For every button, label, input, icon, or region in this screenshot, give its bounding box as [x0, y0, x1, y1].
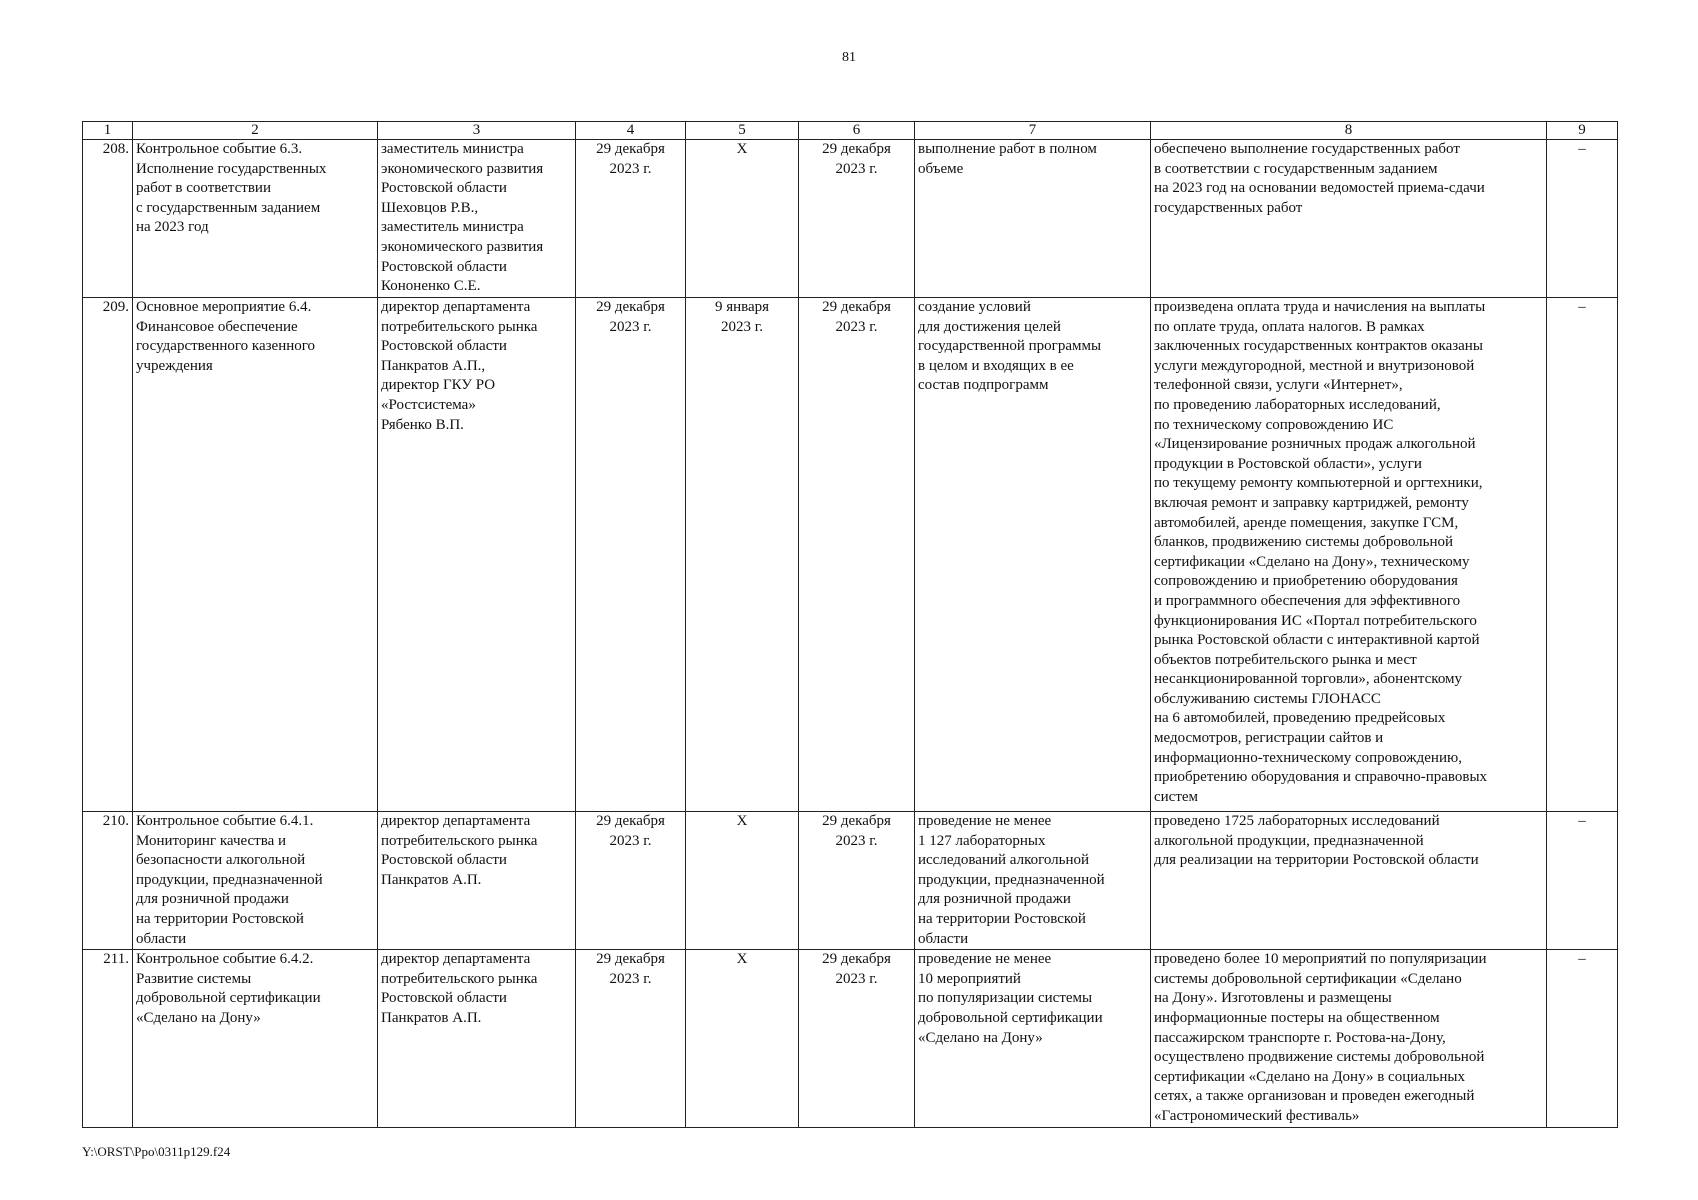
end-date-cell: 29 декабря 2023 г.: [799, 950, 915, 1127]
end-date-cell: 29 декабря 2023 г.: [799, 298, 915, 812]
expected-result-cell: проведение не менее 10 мероприятий по популяризации системы добровольной сертификации «Сделано на Дону»: [915, 950, 1151, 1127]
actual-result-cell: проведено более 10 мероприятий по популяризации системы добровольной сертификации «Сделано на Дону». Изготовлены и размещены информационные постеры на общественном пассажирском транспорте г. Ростова-на-Дону, осуществлено продвижение системы добровольной сертификации «Сделано на Дону» в социальных сетях, а также организован и проведен ежегодный «Гастрономический фестиваль»: [1151, 950, 1547, 1127]
responsible-cell: директор департамента потребительского рынка Ростовской области Панкратов А.П.: [378, 812, 576, 950]
planned-date-cell: 29 декабря 2023 г.: [576, 812, 686, 950]
column-header: 7: [915, 122, 1151, 140]
actual-result-cell: обеспечено выполнение государственных работ в соответствии с государственным заданием на 2023 год на основании ведомостей приема-сдачи государственных работ: [1151, 140, 1547, 298]
page-number: 81: [842, 50, 856, 65]
event-cell: Контрольное событие 6.3. Исполнение государственных работ в соответствии с государственным заданием на 2023 год: [133, 140, 378, 298]
note-cell: –: [1547, 950, 1618, 1127]
expected-result-cell: проведение не менее 1 127 лабораторных исследований алкогольной продукции, предназначенной для розничной продажи на территории Ростовской области: [915, 812, 1151, 950]
table-row: [83, 140, 1618, 298]
actual-result-cell: произведена оплата труда и начисления на выплаты по оплате труда, оплата налогов. В рамках заключенных государственных контрактов оказаны услуги междугородной, местной и внутризоновой телефонной связи, услуги «Интернет», по проведению лабораторных исследований, по техническому сопровождению ИС «Лицензирование розничных продаж алкогольной продукции в Ростовской области», услуги по текущему ремонту компьютерной и оргтехники, включая ремонт и заправку картриджей, ремонту автомобилей, аренде помещения, закупке ГСМ, бланков, продвижению системы добровольной сертификации «Сделано на Дону», техническому сопровождению и приобретению оборудования и программного обеспечения для эффективного функционирования ИС «Портал потребительского рынка Ростовской области с интерактивной картой объектов потребительского рынка и мест несанкционированной торговли», абонентскому обслуживанию системы ГЛОНАСС на 6 автомобилей, проведению предрейсовых медосмотров, регистрации сайтов и информационно-техническому сопровождению, приобретению оборудования и справочно-правовых систем: [1151, 298, 1547, 812]
responsible-cell: директор департамента потребительского рынка Ростовской области Панкратов А.П.: [378, 950, 576, 1127]
end-date-cell: 29 декабря 2023 г.: [799, 140, 915, 298]
footer-file-path: Y:\ORST\Ppo\0311p129.f24: [82, 1144, 231, 1159]
table-row: [83, 812, 1618, 950]
column-header: 6: [799, 122, 915, 140]
end-date-cell: 29 декабря 2023 г.: [799, 812, 915, 950]
table-row: [83, 298, 1618, 812]
responsible-cell: директор департамента потребительского рынка Ростовской области Панкратов А.П., директор ГКУ РО «Ростсистема» Рябенко В.П.: [378, 298, 576, 812]
column-header: 5: [686, 122, 799, 140]
expected-result-cell: выполнение работ в полном объеме: [915, 140, 1151, 298]
responsible-cell: заместитель министра экономического развития Ростовской области Шеховцов Р.В., заместитель министра экономического развития Ростовской области Кононенко С.Е.: [378, 140, 576, 298]
column-header: 1: [83, 122, 133, 140]
column-header: 2: [133, 122, 378, 140]
planned-date-cell: 29 декабря 2023 г.: [576, 950, 686, 1127]
note-cell: –: [1547, 298, 1618, 812]
note-cell: –: [1547, 140, 1618, 298]
event-cell: Основное мероприятие 6.4. Финансовое обеспечение государственного казенного учреждения: [133, 298, 378, 812]
actual-result-cell: проведено 1725 лабораторных исследований алкогольной продукции, предназначенной для реализации на территории Ростовской области: [1151, 812, 1547, 950]
column-number-row: [83, 122, 1618, 140]
expected-result-cell: создание условий для достижения целей государственной программы в целом и входящих в ее состав подпрограмм: [915, 298, 1151, 812]
row-number: 211.: [83, 950, 133, 1127]
start-date-cell: X: [686, 140, 799, 298]
row-number: 209.: [83, 298, 133, 812]
row-number: 208.: [83, 140, 133, 298]
column-header: 9: [1547, 122, 1618, 140]
column-header: 4: [576, 122, 686, 140]
start-date-cell: 9 января 2023 г.: [686, 298, 799, 812]
column-header: 8: [1151, 122, 1547, 140]
event-cell: Контрольное событие 6.4.2. Развитие системы добровольной сертификации «Сделано на Дону»: [133, 950, 378, 1127]
start-date-cell: X: [686, 812, 799, 950]
planned-date-cell: 29 декабря 2023 г.: [576, 140, 686, 298]
start-date-cell: X: [686, 950, 799, 1127]
table-row: [83, 950, 1618, 1127]
event-cell: Контрольное событие 6.4.1. Мониторинг качества и безопасности алкогольной продукции, предназначенной для розничной продажи на территории Ростовской области: [133, 812, 378, 950]
report-table: [82, 121, 1618, 1128]
note-cell: –: [1547, 812, 1618, 950]
row-number: 210.: [83, 812, 133, 950]
planned-date-cell: 29 декабря 2023 г.: [576, 298, 686, 812]
column-header: 3: [378, 122, 576, 140]
